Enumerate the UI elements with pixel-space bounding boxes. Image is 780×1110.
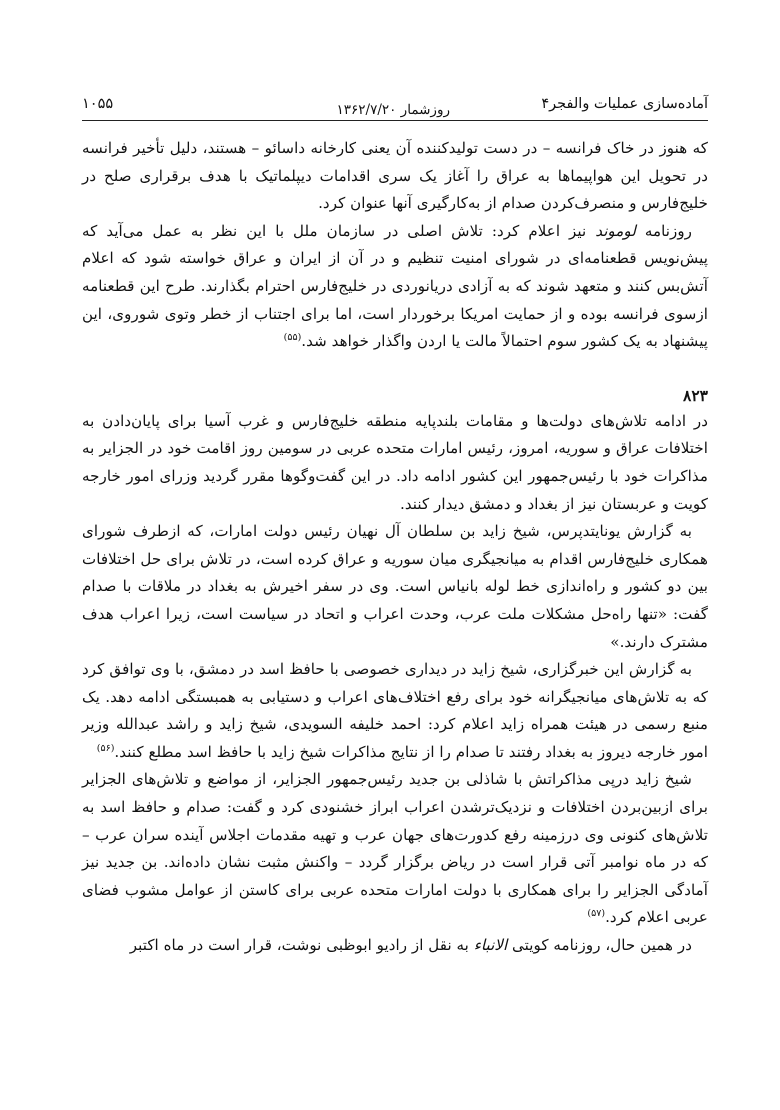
paragraph — [82, 135, 708, 218]
paragraph-text: نیز اعلام کرد: تلاش اصلی در سازمان ملل با این نظر به عمل می‌آید که پیش‌نویس قطعنامه‌ای در شورای امنیت تنظیم و در آن از ایران و عراق خواسته شود که اعلام آتش‌بس کنند و متعهد شوند که به آزادی دریانوردی در خلیج‌فارس احترام بگذارند. طرح این قطعنامه ازسوی فرانسه بوده و از حمایت امریکا برخوردار است، اما برای اجتناب از خطر وتوی شوروی، این پیشنهاد به یک کشور سوم احتمالاً مالت یا اردن واگذار خواهد شد. — [82, 221, 708, 351]
paragraph-text: شیخ زاید درپی مذاکراتش با شاذلی بن جدید رئیس‌جمهور الجزایر، از مواضع و تلاش‌های الجزایر برای ازبین‌بردن اختلافات و نزدیک‌ترشدن اعراب ابراز خشنودی کرد و گفت: صدام و حافظ اسد به تلاش‌های کنونی وی درزمینه رفع کدورت‌های جهان عرب و تهیه مقدمات اجلاس آینده سران عرب – که در ماه نوامبر آتی قرار است در ریاض برگزار گردد – واکنش مثبت نشان داده‌اند. بن جدید نیز آمادگی الجزایر را برای همکاری با دولت امارات متحده عربی برای کاستن از عوامل مشوب فضای عربی اعلام کرد. — [82, 770, 708, 927]
paragraph-text: به نقل از رادیو ابوظبی نوشت، قرار است در ماه اکتبر — [129, 936, 469, 955]
newspaper-name: لوموند — [595, 221, 636, 240]
book-title: آماده‌سازی عملیات والفجر۴ — [541, 96, 708, 112]
book-page — [82, 88, 708, 960]
footnote-ref: (۵۶) — [96, 742, 115, 754]
newspaper-name: الانباء — [473, 936, 508, 955]
paragraph-lead: در همین حال، روزنامه کویتی — [512, 936, 692, 955]
paragraph — [82, 656, 708, 766]
diary-date: روزشمار ۱۳۶۲/۷/۲۰ — [336, 102, 450, 118]
paragraph — [82, 408, 708, 518]
footnote-ref: (۵۵) — [283, 332, 302, 344]
running-header — [82, 88, 708, 121]
entry-number: ۸۲۳ — [683, 385, 708, 405]
paragraph-text: به گزارش یونایتدپرس، شیخ زاید بن سلطان آل نهیان رئیس دولت امارات، که ازطرف شورای همکاری خلیج‌فارس اقدام به میانجیگری میان سوریه و عراق کرده است، در تلاش برای حل اختلافات بین دو کشور و راه‌اندازی خط لوله بانیاس است. وی در سفر اخیرش به بغداد در ملاقات با صدام گفت: «تنها راه‌حل مشکلات ملت عرب، وحدت اعراب و اتحاد در سیاست است، زیرا اعراب هدف مشترک دارند.» — [82, 522, 708, 651]
paragraph-lead: روزنامه — [644, 221, 693, 240]
paragraph-text: به گزارش این خبرگزاری، شیخ زاید در دیداری خصوصی با حافظ اسد در دمشق، با وی توافق کرد که به تلاش‌های میانجیگرانه خود برای رفع اختلاف‌های اعراب و دستیابی به همبستگی ادامه دهد. یک منبع رسمی در هیئت همراه زاید اعلام کرد: احمد خلیفه السویدی، شیخ زاید و راشد عبدالله وزیر امور خارجه دیروز به بغداد رفتند تا صدام را از نتایج مذاکرات شیخ زاید با حافظ اسد مطلع کنند. — [82, 660, 708, 761]
paragraph — [82, 932, 708, 960]
paragraph — [82, 766, 708, 932]
paragraph-text: در ادامه تلاش‌های دولت‌ها و مقامات بلندپایه منطقه خلیج‌فارس و غرب آسیا برای پایان‌دادن به اختلافات عراق و سوریه، امروز، رئیس امارات متحده عربی در سومین روز اقامت خود در الجزایر به مذاکرات خود با رئیس‌جمهور این کشور ادامه داد. در این گفت‌وگوها مقرر گردید وزرای امور خارجه کویت و عربستان نیز از بغداد و دمشق دیدار کنند. — [82, 411, 708, 513]
paragraph-text: که هنوز در خاک فرانسه – در دست تولیدکننده آن یعنی کارخانه داسائو – هستند، دلیل تأخیر فرانسه در تحویل این هواپیماها به عراق را آغاز یک سری اقدامات دیپلماتیک با هدف برقراری صلح در خلیج‌فارس و منصرف‌کردن صدام از به‌کارگیری آنها عنوان کرد. — [82, 139, 708, 213]
paragraph — [82, 218, 708, 356]
paragraph — [82, 518, 708, 656]
footnote-ref: (۵۷) — [587, 908, 606, 920]
body-text — [82, 135, 708, 960]
page-number: ۱۰۵۵ — [82, 96, 114, 112]
